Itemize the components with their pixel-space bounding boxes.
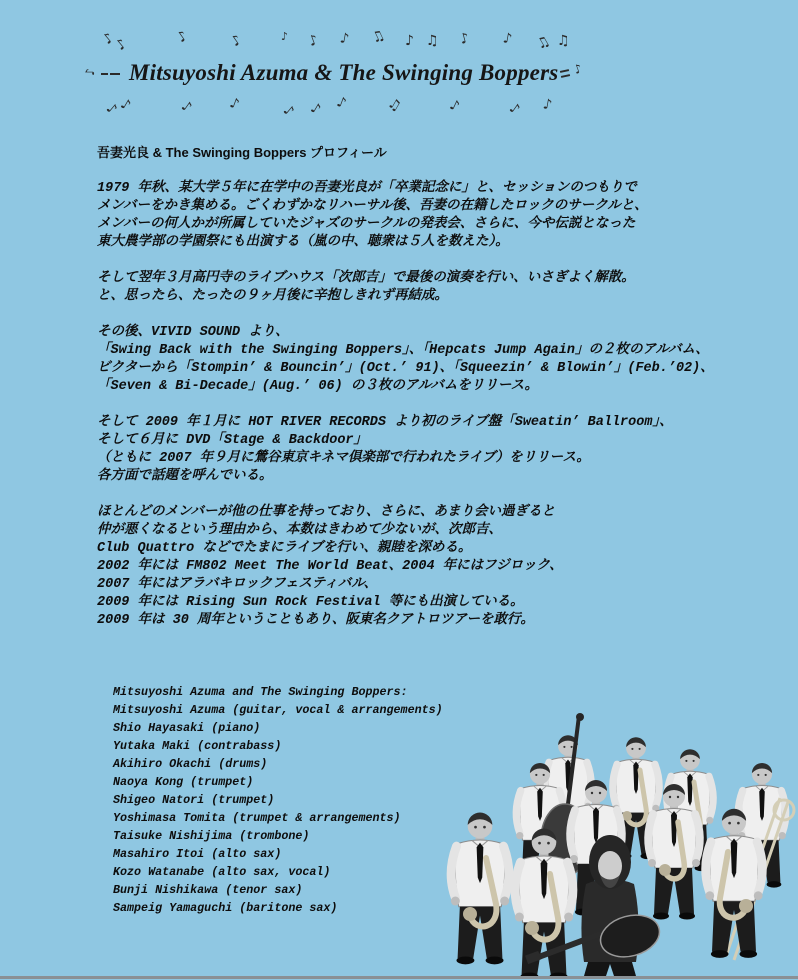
member-item: Bunji Nishikawa (tenor sax): [113, 883, 303, 897]
music-note-icon: [557, 34, 570, 48]
profile-line: そして翌年３月高円寺のライブハウス「次郎吉」で最後の演奏を行い、いさぎよく解散。: [97, 271, 635, 286]
profile-paragraph: [97, 504, 714, 630]
profile-paragraph: [97, 270, 714, 306]
profile-line: 2007 年にはアラバキロックフェスティバル、: [97, 577, 378, 592]
decorative-dash: [110, 73, 120, 75]
profile-line: 「Swing Back with the Swinging Boppers」、「Hepcats Jump Again」の２枚のアルバム、: [97, 343, 709, 358]
band-member-figure: [451, 813, 509, 965]
profile-line: 2009 年には Rising Sun Rock Festival 等にも出演している。: [97, 595, 524, 610]
member-item: Shigeo Natori (trumpet): [113, 793, 275, 807]
music-note-icon: [502, 31, 513, 46]
music-note-icon: [335, 95, 348, 111]
music-note-icon: [572, 61, 584, 77]
music-note-icon: [307, 33, 320, 49]
music-note-icon: [542, 97, 553, 112]
profile-line: そして 2009 年１月に HOT RIVER RECORDS より初のライブ盤「Sweatin’ Ballroom」、: [97, 415, 673, 430]
member-list-heading: Mitsuyoshi Azuma and The Swinging Boppers:: [113, 685, 408, 699]
member-item: Shio Hayasaki (piano): [113, 721, 261, 735]
bottom-rule: [0, 976, 798, 979]
music-note-icon: [118, 97, 133, 114]
music-note-icon: [114, 37, 130, 53]
member-item: Kozo Watanabe (alto sax, vocal): [113, 865, 331, 879]
member-item: Yoshimasa Tomita (trumpet & arrangements): [113, 811, 401, 825]
band-title-logo: Mitsuyoshi Azuma & The Swinging Boppers: [129, 60, 559, 85]
member-item: Mitsuyoshi Azuma (guitar, vocal & arrangements): [113, 703, 443, 717]
music-note-icon: [281, 30, 288, 44]
profile-line: Club Quattro などでたまにライブを行い、親睦を深める。: [97, 541, 472, 556]
music-note-icon: [426, 34, 439, 48]
music-note-icon: [370, 28, 387, 46]
profile-heading: 吾妻光良 & The Swinging Boppers プロフィール: [97, 145, 387, 160]
music-note-icon: [179, 99, 194, 116]
profile-line: 各方面で話題を呼んでいる。: [97, 469, 273, 484]
music-note-icon: [281, 103, 297, 119]
music-note-icon: [458, 31, 470, 47]
profile-line: 仲が悪くなるという理由から、本数はきわめて少ないが、次郎吉、: [97, 523, 502, 538]
music-note-icon: [228, 96, 241, 112]
decorative-dash: [561, 74, 570, 78]
member-item: Sampeig Yamaguchi (baritone sax): [113, 901, 338, 915]
music-note-icon: [229, 33, 244, 50]
profile-section: [97, 144, 714, 630]
profile-paragraph: [97, 180, 714, 252]
member-item: Akihiro Okachi (drums): [113, 757, 268, 771]
profile-line: メンバーをかき集める。ごくわずかなリハーサル後、吾妻の在籍したロックのサークルと、: [97, 199, 648, 214]
music-note-icon: [447, 98, 461, 114]
profile-line: その後、VIVID SOUND より、: [97, 325, 289, 340]
music-note-icon: [385, 96, 403, 114]
profile-line: そして６月に DVD「Stage & Backdoor」: [97, 433, 368, 448]
member-item: Naoya Kong (trumpet): [113, 775, 254, 789]
decorative-dash: [560, 69, 569, 73]
music-note-icon: [175, 29, 190, 46]
profile-paragraph: [97, 324, 714, 396]
music-note-icon: [534, 34, 552, 52]
profile-line: （ともに 2007 年９月に鶯谷東京キネマ倶楽部で行われたライブ）をリリース。: [97, 451, 590, 466]
profile-line: ほとんどのメンバーが他の仕事を持っており、さらに、あまり会い過ぎると: [97, 505, 556, 520]
profile-line: 2002 年には FM802 Meet The World Beat、2004 年にはフジロック、: [97, 559, 563, 574]
profile-line: ビクターから「Stompin’ & Bouncin’」(Oct.’ 91)、「Squeezin’ & Blowin’」(Feb.’02)、: [97, 361, 714, 376]
profile-line: 東大農学部の学園祭にも出演する（嵐の中、聴衆は５人を数えた）。: [97, 235, 509, 250]
member-item: Masahiro Itoi (alto sax): [113, 847, 282, 861]
member-item: Taisuke Nishijima (trombone): [113, 829, 310, 843]
music-note-icon: [339, 31, 350, 46]
profile-line: メンバーの何人かが所属していたジャズのサークルの発表会、さらに、今や伝説となった: [97, 217, 636, 232]
profile-line: 「Seven & Bi-Decade」(Aug.’ 06) の３枚のアルバムをリリース。: [97, 379, 539, 394]
decorative-dash: [101, 73, 108, 75]
band-photo: [428, 712, 798, 976]
profile-paragraph: [97, 414, 714, 486]
profile-line: 2009 年は 30 周年ということもあり、阪東名クアトロツアーを敢行。: [97, 613, 535, 628]
music-note-icon: [405, 34, 414, 48]
member-list: [113, 683, 443, 917]
member-item: Yutaka Maki (contrabass): [113, 739, 282, 753]
music-note-icon: [308, 101, 323, 118]
music-note-icon: [83, 68, 97, 76]
music-note-icon: [507, 101, 522, 118]
profile-line: と、思ったら、たったの９ヶ月後に辛抱しきれず再結成。: [97, 289, 448, 304]
site-header: [0, 0, 798, 130]
profile-line: 1979 年秋、某大学５年に在学中の吾妻光良が「卒業記念に」と、セッションのつもりで: [97, 181, 637, 196]
